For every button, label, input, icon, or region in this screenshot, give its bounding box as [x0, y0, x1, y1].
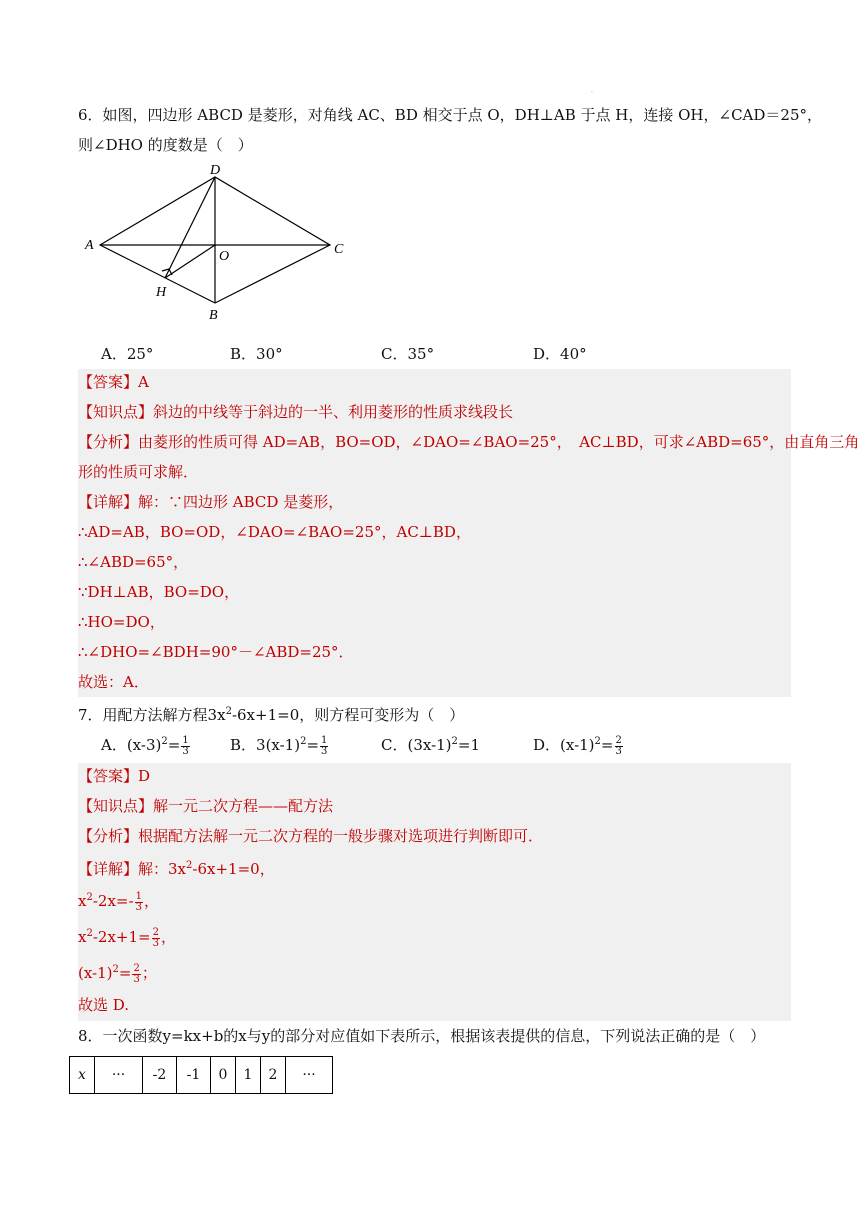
q7-knowledge-line: [78, 797, 333, 815]
q7-option-d-fraction: [615, 736, 623, 757]
q7-detail-1b: -6x+1=0，: [192, 860, 275, 878]
q7-detail-step3: [78, 925, 176, 949]
table-cell: -2: [143, 1057, 177, 1094]
fraction-denominator: 3: [182, 745, 189, 757]
q6-analysis-line2: 形的性质可求解．: [78, 463, 199, 481]
fraction-numerator: 2: [133, 962, 140, 974]
step-part: x: [78, 928, 87, 946]
q6-stem-line2: 则∠DHO 的度数是（ ）: [78, 136, 253, 154]
step-part: (x-1): [78, 964, 113, 982]
q7-option-c-eq: =1: [457, 736, 481, 754]
q7-option-c: [381, 734, 480, 755]
q7-answer: D: [138, 767, 151, 785]
q7-stem-suffix: -6x+1=0，则方程可变形为（ ）: [231, 706, 465, 724]
table-cell: 1: [236, 1057, 261, 1094]
q6-knowledge: 斜边的中线等于斜边的一半、利用菱形的性质求线段长: [153, 403, 514, 421]
analysis-tag: 【分析】: [78, 827, 139, 845]
step-fraction: [135, 892, 143, 913]
fraction-numerator: 1: [135, 890, 142, 902]
q7-option-d-eq: =: [600, 736, 614, 754]
table-cell: -1: [177, 1057, 211, 1094]
fraction-denominator: 3: [135, 901, 142, 913]
step-fraction: [152, 928, 160, 949]
fraction-denominator: 3: [615, 745, 622, 757]
q7-option-a-label: A．(x-3): [101, 736, 162, 754]
detail-tag: 【详解】: [78, 860, 139, 878]
answer-tag: 【答案】: [78, 767, 139, 785]
fraction-numerator: 2: [615, 734, 622, 746]
step-sup: 2: [86, 928, 93, 939]
q6-answer-line: [78, 373, 149, 391]
q7-option-d: [533, 734, 624, 757]
fraction-denominator: 3: [321, 745, 328, 757]
fraction-numerator: 2: [152, 926, 159, 938]
q7-option-a-sup: 2: [161, 736, 168, 747]
q7-option-a: [101, 734, 191, 757]
step-sup: 2: [112, 964, 119, 975]
answer-tag: 【答案】: [78, 373, 139, 391]
point-H-label: H: [156, 285, 167, 300]
q7-answer-line: [78, 767, 150, 785]
q7-detail-step4: [78, 961, 157, 985]
q6-option-a: A．25°: [101, 345, 154, 363]
q7-detail-end: 故选 D.: [78, 996, 130, 1014]
q6-knowledge-line: [78, 403, 513, 421]
fraction-numerator: 1: [321, 734, 328, 746]
q7-detail-step2: [78, 889, 159, 913]
q7-stem: [78, 703, 464, 724]
q7-option-d-label: D．(x-1): [533, 736, 595, 754]
q7-option-b-eq: =: [306, 736, 320, 754]
q7-option-b-label: B．3(x-1): [230, 736, 301, 754]
step-fraction: [132, 964, 140, 985]
q6-detail-line1: [78, 493, 343, 511]
table-row: [70, 1057, 333, 1094]
step-part: ，: [143, 892, 159, 910]
q6-detail-1: 解：∵四边形 ABCD 是菱形，: [138, 493, 344, 511]
q6-detail-line7: 故选：A．: [78, 673, 149, 691]
q7-option-a-fraction: [181, 736, 189, 757]
point-D-label: D: [210, 165, 221, 178]
point-O-label: O: [219, 249, 230, 264]
q7-detail-line1: [78, 857, 275, 878]
q6-option-b: B．30°: [230, 345, 283, 363]
knowledge-tag: 【知识点】: [78, 403, 154, 421]
q7-detail-1-sup: 2: [186, 860, 193, 871]
q6-answer: A: [138, 373, 149, 391]
q7-option-a-eq: =: [167, 736, 181, 754]
table-cell: ···: [95, 1057, 143, 1094]
q7-option-c-label: C．(3x-1): [381, 736, 452, 754]
fraction-numerator: 1: [182, 734, 189, 746]
q6-option-d: D．40°: [533, 345, 587, 363]
q6-detail-line2: ∴AD=AB，BO=OD，∠DAO=∠BAO=25°，AC⊥BD，: [78, 523, 471, 541]
q6-stem-line1: 6．如图，四边形 ABCD 是菱形，对角线 AC、BD 相交于点 O，DH⊥AB 于点 H，连接 OH，∠CAD＝25°，: [78, 106, 823, 124]
detail-tag: 【详解】: [78, 493, 139, 511]
q7-option-d-sup: 2: [594, 736, 601, 747]
q7-option-b-fraction: [320, 736, 328, 757]
fraction-denominator: 3: [152, 937, 159, 949]
step-part: -2x=-: [92, 892, 134, 910]
q7-knowledge: 解一元二次方程——配方法: [153, 797, 334, 815]
step-part: -2x+1=: [92, 928, 151, 946]
q6-detail-line6: ∴∠DHO=∠BDH=90°－∠ABD=25°．: [78, 643, 354, 661]
step-part: =: [118, 964, 132, 982]
knowledge-tag: 【知识点】: [78, 797, 154, 815]
fraction-denominator: 3: [133, 973, 140, 985]
point-A-label: A: [85, 238, 94, 253]
q7-detail-1a: 解：3x: [138, 860, 187, 878]
q7-option-b: [230, 734, 329, 757]
table-cell: 2: [261, 1057, 286, 1094]
analysis-tag: 【分析】: [78, 433, 139, 451]
q8-stem: 8．一次函数y=kx+b的x与y的部分对应值如下表所示，根据该表提供的信息，下列说法正确的是（ ）: [78, 1027, 766, 1045]
rhombus-figure: [80, 165, 360, 325]
q7-stem-prefix: 7．用配方法解方程3x: [78, 706, 226, 724]
step-part: ，: [160, 928, 176, 946]
q6-analysis-line1: [78, 433, 859, 451]
point-C-label: C: [334, 242, 344, 257]
q6-option-c: C．35°: [381, 345, 435, 363]
table-cell: ···: [286, 1057, 333, 1094]
q6-detail-line5: ∴HO=DO，: [78, 613, 165, 631]
q7-analysis: 根据配方法解一元二次方程的一般步骤对选项进行判断即可．: [138, 827, 544, 845]
q7-option-c-sup: 2: [451, 736, 458, 747]
point-B-label: B: [209, 308, 218, 323]
step-part: x: [78, 892, 87, 910]
q7-option-b-sup: 2: [300, 736, 307, 747]
q7-stem-sup: 2: [225, 706, 232, 717]
q6-detail-line4: ∵DH⊥AB，BO=DO，: [78, 583, 240, 601]
step-part: ；: [141, 964, 157, 982]
q7-analysis-line: [78, 827, 543, 845]
table-cell: 0: [211, 1057, 236, 1094]
q6-detail-line3: ∴∠ABD=65°，: [78, 553, 189, 571]
q6-analysis-1: 由菱形的性质可得 AD=AB，BO=OD，∠DAO=∠BAO=25°， AC⊥BD，可求∠ABD=65°，由直角三角: [138, 433, 860, 451]
q8-value-table: [69, 1056, 333, 1094]
table-cell: x: [70, 1057, 95, 1094]
step-sup: 2: [86, 892, 93, 903]
top-mark: .: [591, 87, 593, 94]
